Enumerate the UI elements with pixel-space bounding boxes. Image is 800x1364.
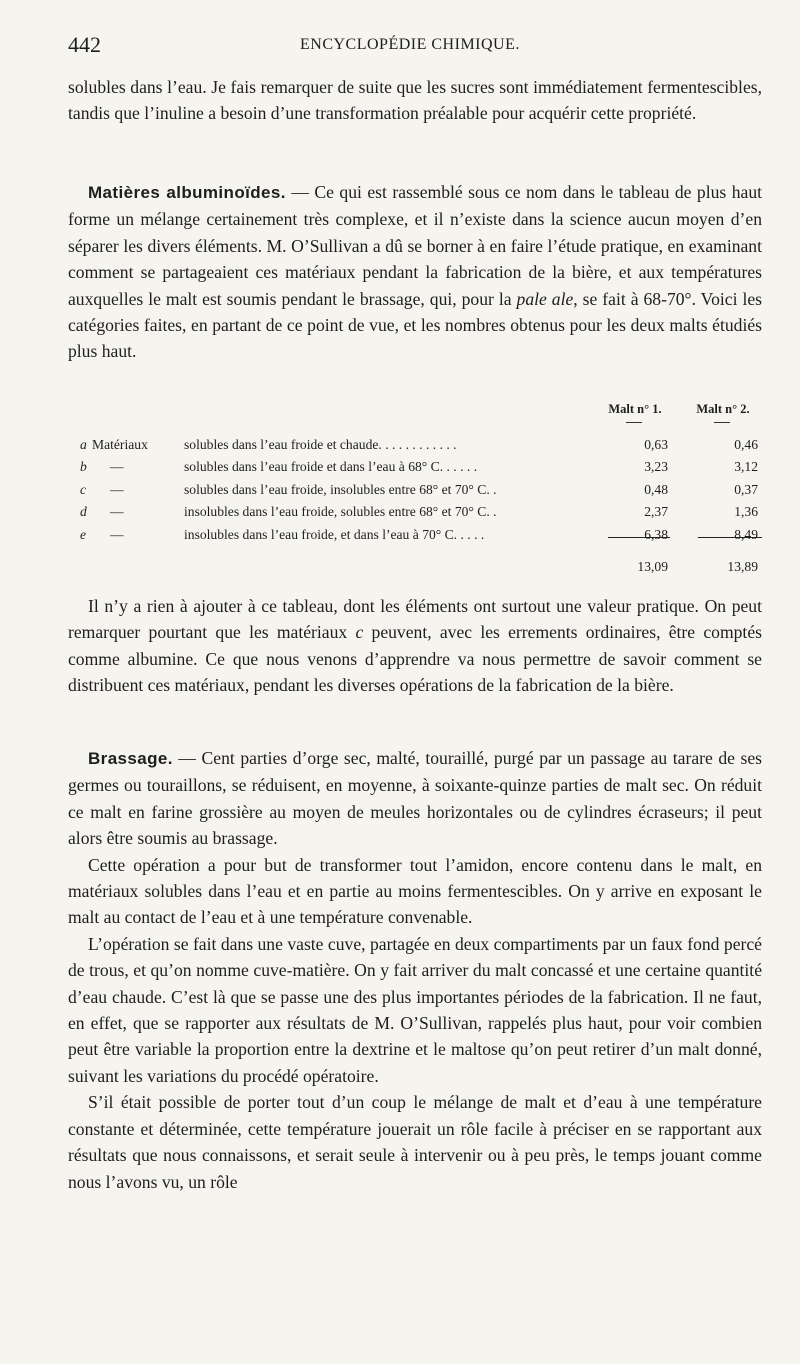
column-header-malt-2: Malt n° 2. <box>696 402 750 416</box>
row-description: solubles dans l’eau froide et dans l’eau à 68° C. . . . . . <box>184 459 478 475</box>
paragraph-2 <box>68 179 762 365</box>
row-value-malt-1: 3,23 <box>644 459 668 475</box>
table-total-row <box>68 556 762 578</box>
paragraph-3-end: peuvent, avec les errements ordinaires, être comptés comme albumine. Ce que nous venons d’apprendre va nous permettre de savoir comment se distribuent ces matériaux, pendant les diverses opérations de la fabrication de la bière. <box>68 622 762 696</box>
running-title: ENCYCLOPÉDIE CHIMIQUE. <box>300 36 520 53</box>
row-letter: b <box>80 459 87 475</box>
row-description: insolubles dans l’eau froide, solubles entre 68° et 70° C. . <box>184 504 497 520</box>
table-body <box>68 434 762 546</box>
paragraph-3-text: Il n’y a rien à ajouter à ce tableau, dont les éléments ont surtout une valeur pratique. On peut remarquer pourtant que les matériaux <box>68 596 762 643</box>
header-rule-2 <box>714 422 730 423</box>
page-header <box>68 32 760 62</box>
row-value-malt-1: 2,37 <box>644 504 668 520</box>
section-heading-brassage: Brassage. <box>88 749 173 768</box>
row-description: solubles dans l’eau froide, insolubles entre 68° et 70° C. . <box>184 481 497 497</box>
paragraph-3 <box>68 593 762 699</box>
row-description: insolubles dans l’eau froide, et dans l’eau à 70° C. . . . . <box>184 526 485 542</box>
row-letter: c <box>80 481 87 497</box>
paragraph-2-text: — Ce qui est rassemblé sous ce nom dans le tableau de plus haut forme un mélange certainement très complexe, et il n’existe dans la science aucun moyen d’en séparer les divers éléments. M. O’Sullivan a dû se borner à en faire l’étude pratique, en examinant comment se partageaient ces matériaux pendant la fabrication de la bière, et aux températures auxquelles le malt est soumis pendant le brassage, qui, pour la <box>68 182 763 309</box>
table-header <box>68 398 762 434</box>
total-malt-2: 13,89 <box>727 558 758 574</box>
intro-paragraph <box>68 74 762 127</box>
row-letter: a <box>80 437 87 452</box>
paragraph-5: Cette opération a pour but de transformer tout l’amidon, encore contenu dans le malt, en matériaux solubles dans l’eau et en partie au moins fermentescibles. On y arrive en exposant le malt au contact de l’eau et à une température convenable. <box>68 854 762 928</box>
paragraph-3-italic: c <box>355 622 364 643</box>
total-malt-1: 13,09 <box>637 558 668 574</box>
brassage-section <box>68 745 762 1195</box>
row-value-malt-2: 3,12 <box>734 459 758 475</box>
table-row <box>68 434 762 456</box>
paragraph-4 <box>68 745 762 852</box>
row-letter: d <box>80 504 87 520</box>
paragraph-6: L’opération se fait dans une vaste cuve, partagée en deux compartiments par un faux fond percé de trous, et qu’on nomme cuve-matière. On y fait arriver du malt concassé et une certaine quantité d’eau chaude. C’est là que se passe une des plus importantes périodes de la fabrication. Il ne faut, en effet, que se rapporter aux résultats de M. O’Sullivan, rappelés plus haut, pour voir combien peut être variable la proportion entre la dextrine et le maltose qu’on peut retirer d’un malt donné, suivant les variations du procédé opératoire. <box>68 933 762 1086</box>
paragraph-2-italic: pale ale <box>516 288 574 309</box>
row-category: — <box>110 526 124 542</box>
row-value-malt-2: 8,49 <box>734 526 758 542</box>
table-commentary <box>68 593 762 699</box>
row-value-malt-1: 0,48 <box>644 481 668 497</box>
row-category: — <box>110 459 124 475</box>
paragraph-2-end: , se fait à 68-70°. Voici les catégories faites, en partant de ce point de vue, et les nombres obtenus pour les deux malts étudiés plus haut. <box>68 288 762 362</box>
section-heading-albuminoid: Matières albuminoïdes. <box>88 183 286 202</box>
table-row <box>68 501 762 523</box>
total-rule-1 <box>608 537 670 538</box>
row-category: — <box>110 504 124 520</box>
table-row <box>68 456 762 478</box>
table-row <box>68 479 762 501</box>
albuminoid-table <box>68 398 762 578</box>
row-value-malt-1: 6,38 <box>644 526 668 542</box>
row-value-malt-2: 0,37 <box>734 481 758 497</box>
table-row <box>68 524 762 546</box>
paragraph-7: S’il était possible de porter tout d’un coup le mélange de malt et d’eau à une température constante et déterminée, cette température jouerait un rôle facile à préciser en se rapportant aux résultats que nous connaissons, et serait seule à intervenir ou à peu près, le temps jouant comme nous l’avons vu, un rôle <box>68 1092 762 1192</box>
page-number: 442 <box>68 32 101 57</box>
row-letter: e <box>80 526 87 542</box>
total-rule-2 <box>698 537 762 538</box>
column-header-malt-1: Malt n° 1. <box>608 402 662 416</box>
row-category: Matériaux <box>92 437 148 452</box>
paragraph-1: solubles dans l’eau. Je fais remarquer de suite que les sucres sont immédiatement fermentescibles, tandis que l’inuline a besoin d’une transformation préalable pour acquérir cette propriété. <box>68 77 762 124</box>
albuminoid-section <box>68 179 762 365</box>
header-rule-1 <box>626 422 642 423</box>
row-description: solubles dans l’eau froide et chaude. . . . . . . . . . . . <box>184 437 457 452</box>
row-value-malt-1: 0,63 <box>644 437 668 452</box>
row-category: — <box>110 481 124 497</box>
paragraph-4-text: — Cent parties d’orge sec, malté, touraillé, purgé par un passage au tarare de ses germes ou touraillons, se réduisent, en moyenne, à soixante-quinze parties de malt sec. On réduit ce malt en farine grossière au moyen de meules horizontales ou de cylindres écraseurs; il peut alors être soumis au brassage. <box>68 748 762 849</box>
row-value-malt-2: 0,46 <box>734 437 758 452</box>
row-value-malt-2: 1,36 <box>734 504 758 520</box>
